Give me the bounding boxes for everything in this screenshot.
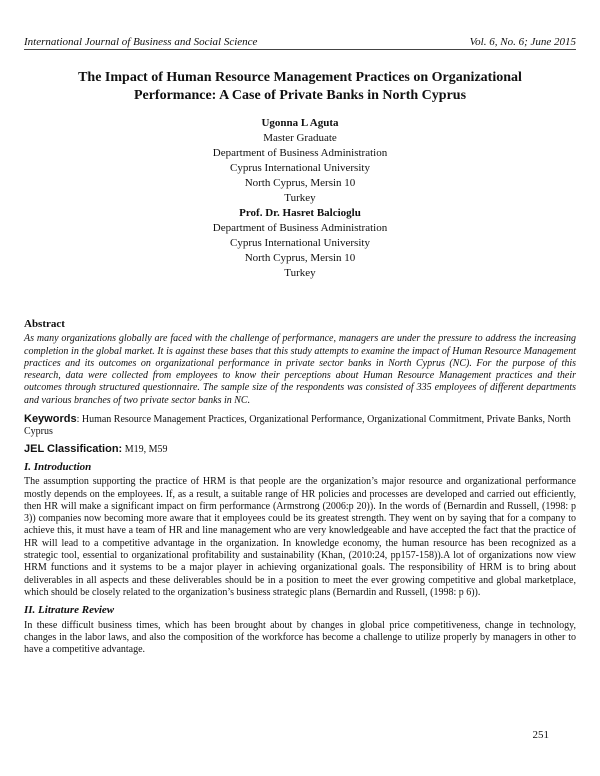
jel-classification (24, 443, 576, 456)
keywords-label: Keywords (24, 413, 77, 426)
keywords (24, 413, 576, 439)
author-name: Ugonna L Aguta (261, 117, 339, 129)
author-name: Prof. Dr. Hasret Balcioglu (239, 207, 361, 219)
affiliation-line: North Cyprus, Mersin 10 (244, 177, 356, 189)
section-paragraph: In these difficult business times, which has been brought about by changes in global price competitiveness, change in technology, changes in the labor laws, and also the composition of the workforce has become a challenge to utilize properly by managers in other to have a competitive advantage. (24, 619, 576, 656)
keywords-text: : Human Resource Management Practices, Organizational Performance, Organizational Commitment, Private Banks, North Cyprus (24, 414, 571, 438)
affiliation-line: North Cyprus, Mersin 10 (244, 252, 356, 264)
paper-body (24, 318, 576, 661)
affiliation-line: Turkey (284, 267, 316, 279)
abstract-text: As many organizations globally are faced with the challenge of performance, managers are under the pressure to address the increasing completion in the global market. It is against these bases that this study attempts to examine the impact of Human Resource Management practices and its outcomes on organizational performance in private sector banks in North Cyprus (NC). For the purpose of this research, data were collected from employees to know their perceptions about Human Resource Management practices and their outcomes through structured questionnaire. The sample size of the respondents was consisted of 335 employees of different departments and various branches of two private sector banks in NC. (24, 333, 576, 406)
page-number: 251 (532, 729, 549, 741)
affiliation-line: Department of Business Administration (212, 222, 388, 234)
affiliation-line: Turkey (284, 192, 316, 204)
affiliation-line: Cyprus International University (230, 237, 370, 249)
paper-title: The Impact of Human Resource Management Practices on Organizational Performance: A Case of Private Banks in North Cyprus (78, 70, 522, 103)
section-heading: II. Litrature Review (24, 604, 115, 617)
running-header (24, 36, 576, 50)
jel-label: JEL Classification: (24, 442, 123, 455)
section-heading: I. Introduction (24, 460, 92, 473)
jel-codes: M19, M59 (122, 443, 168, 455)
section-paragraph: The assumption supporting the practice of HRM is that people are the organization’s major resource and organizational performance mostly depends on the employees. If, as a result, a suitable range of HR policies and processes are developed and carried out efficiently, then HR will make a significant impact on firm performance (Armstrong (2006:p 20)). In the words of (Bernardin and Russell, (1998: p 3)) companies now becoming more aware that it employees could be its greatest strength. They went on by saying that for a company to achieve this, it must have a team of HR and line management who are very knowledgeable and have accepted the fact that the practice of HR will lead to a competitive advantage in the organization. In knowledge economy, the human resource has been recognized as a strategic tool, essential to organizational profitability and sustainability (Khan, (2010:24, pp157-158)).A lot of organizations now view HRM functions and it systems to be a major player in achieving organizational goals. The responsibility of HRM is to bring about deliverables in all aspects and these deliverables should be in a position to meet the ever growing competitive and global marketplace, which should be closely related to the organization’s business strategic plans (Bernardin and Russell, (1998: p 6)). (24, 476, 576, 598)
affiliation-line: Master Graduate (263, 132, 337, 144)
journal-name: International Journal of Business and Social Science (24, 36, 258, 48)
affiliation-line: Cyprus International University (230, 162, 370, 174)
volume-issue: Vol. 6, No. 6; June 2015 (469, 36, 576, 48)
abstract-heading: Abstract (24, 318, 65, 330)
author-block (0, 116, 600, 281)
affiliation-line: Department of Business Administration (212, 147, 388, 159)
